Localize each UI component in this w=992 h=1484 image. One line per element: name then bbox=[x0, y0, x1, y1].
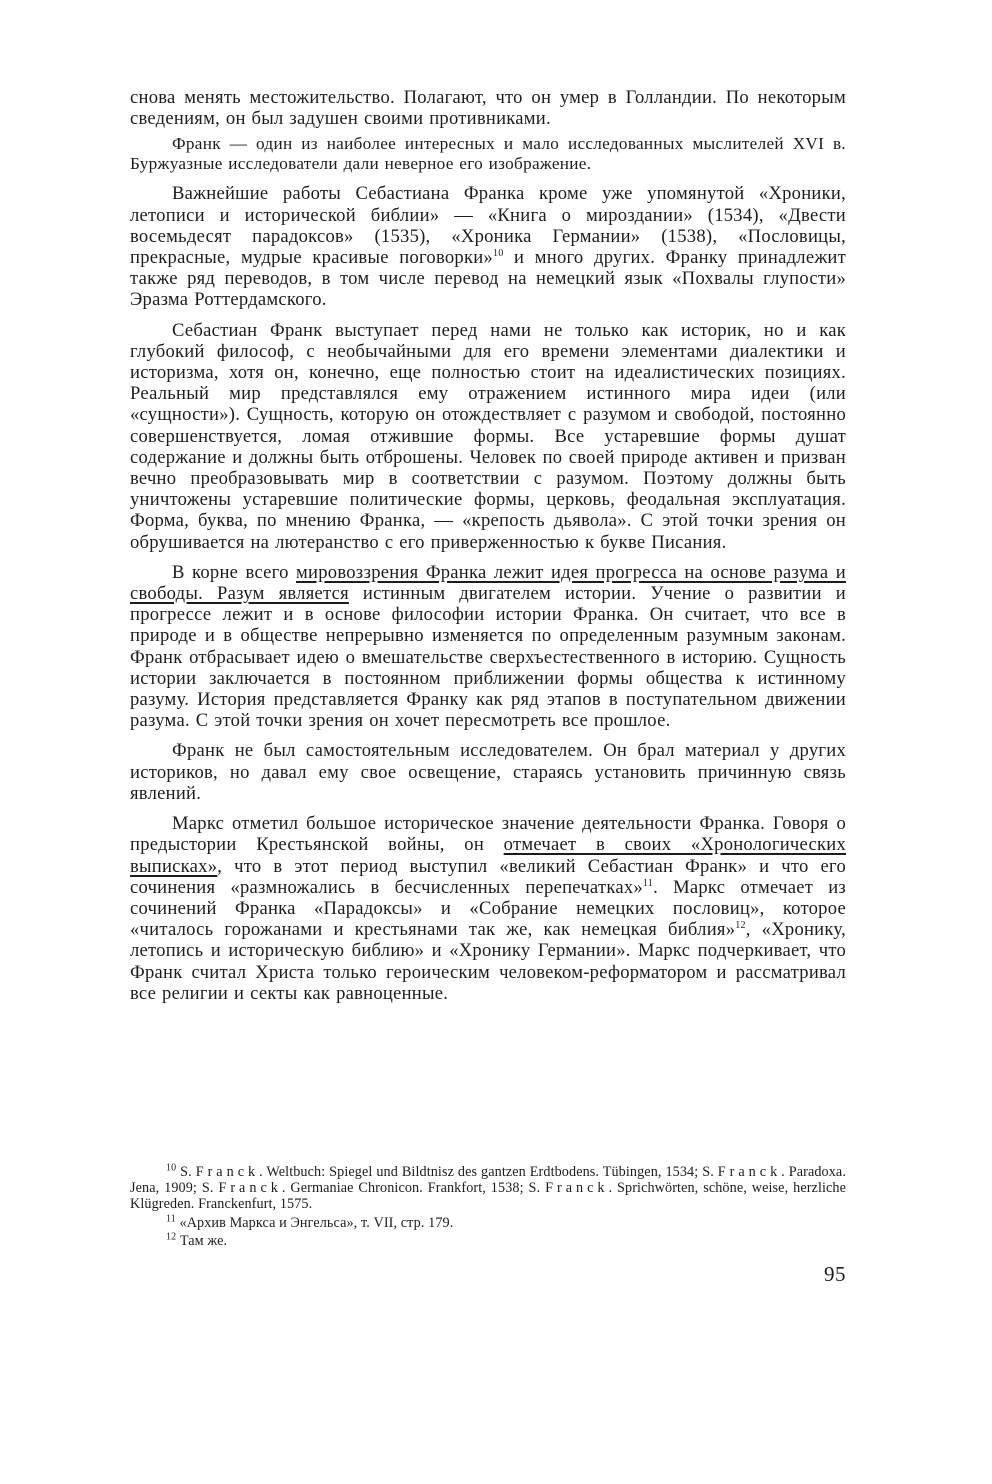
footnote-11 bbox=[130, 1212, 846, 1231]
underlined-text: мировоззрения Франка лежит идея прогресса на основе разума и свободы. Разум является bbox=[130, 561, 846, 605]
page-number: 95 bbox=[824, 1262, 846, 1286]
author-name: Franck bbox=[545, 1180, 609, 1197]
author-name: Franck bbox=[218, 1180, 282, 1197]
paragraph-text: и много других. Франку принадлежит также ряд переводов, в том числе перевод на немецкий язык «Похвалы глупости» Эразма Роттердамского. bbox=[130, 247, 846, 311]
underlined-text: отмечает в своих «Хронологических выписках» bbox=[130, 834, 846, 877]
paragraph-text: Франк не был самостоятельным исследователем. Он брал материал у других историков, но давал ему свое освещение, стараясь установить причинную связь явлений. bbox=[130, 740, 846, 804]
paragraph-franck-intro bbox=[130, 134, 846, 174]
paragraph-text: снова менять местожительство. Полагают, что он умер в Голландии. По некоторым сведениям, он был задушен своими противниками. bbox=[130, 87, 846, 130]
footnote-12 bbox=[130, 1233, 846, 1249]
footnote-mark: 10 bbox=[166, 1162, 177, 1174]
footnote-ref[interactable]: 10 bbox=[492, 247, 504, 259]
paragraph-independence bbox=[130, 740, 846, 804]
footnote-10 bbox=[130, 1164, 846, 1213]
footnote-mark: 12 bbox=[166, 1231, 177, 1243]
paragraph-text: . Маркс отмечает из сочинений Франка «Парадоксы» и «Собрание немецких пословиц», которое «читалось горожанами и крестьянами так же, как немецкая библия» bbox=[130, 876, 846, 941]
paragraph-text: В корне всего bbox=[172, 561, 297, 583]
paragraph-text: , «Хронику, летопись и историческую библию» и «Хронику Германии». Маркс подчеркивает, что Франк считал Христа только героическим человеком-реформатором и рассматривал все религии и секты как равноценные. bbox=[130, 919, 846, 1004]
footnote-text: . Germaniae Chronicon. Frankfort, 1538; S. bbox=[281, 1180, 546, 1197]
footnote-ref[interactable]: 12 bbox=[735, 919, 746, 931]
footnote-text: . Sprichwörten, schöne, weise, herzliche Klügreden. Franckenfurt, 1575. bbox=[130, 1180, 847, 1213]
main-text bbox=[130, 87, 846, 1004]
paragraph-progress bbox=[130, 562, 846, 732]
footnote-text: . Weltbuch: Spiegel und Bildtnisz des gantzen Erdtbodens. Tübingen, 1534; S. bbox=[259, 1164, 718, 1180]
footnote-text: S. bbox=[180, 1164, 196, 1180]
footnote-text: Там же. bbox=[179, 1232, 228, 1249]
paragraph-text: Важнейшие работы Себастиана Франка кроме уже упомянутой «Хроники, летописи и исторической библии» — «Книга о мироздании» (1534), «Двести восемьдесят парадоксов» (1535), «Хроника Германии» (1538), «Пословицы, прекрасные, мудрые красивые поговорки» bbox=[130, 183, 846, 269]
paragraph-continued bbox=[130, 87, 846, 129]
paragraph-text: истинным двигателем истории. Учение о развитии и прогрессе лежит и в основе философии истории Франка. Он считает, что все в природе и в обществе непрерывно изменяется по определенным разумным законам. Франк отбрасывает идею о вмешательстве сверхъестественного в историю. Сущность истории заключается в постоянном приближении формы общества к истинному разуму. История представляется Франку как ряд этапов в поступательном движении разума. С этой точки зрения он хочет пересмотреть все прошлое. bbox=[130, 583, 846, 732]
paragraph-philosophy bbox=[130, 320, 846, 553]
footnote-text: . Paradoxa. Jena, 1909; S. bbox=[130, 1164, 846, 1197]
paragraph-text: Франк — один из наиболее интересных и мало исследованных мыслителей XVI в. Буржуазные исследователи дали неверное его изображение. bbox=[130, 134, 846, 174]
paragraph-text: Себастиан Франк выступает перед нами не только как историк, но и как глубокий философ, с необычайными для его времени элементами диалектики и историзма, хотя он, конечно, еще полностью стоит на идеалистических позициях. Реальный мир представлялся ему отражением истинного мира идеи (или «сущности»). Сущность, которую он отождествляет с разумом и свободой, постоянно совершенствуется, ломая отжившие формы. Все устаревшие формы душат содержание и должны быть отброшены. Человек по своей природе активен и призван вечно преобразовывать мир в соответствии с разумом. Поэтому должны быть уничтожены устаревшие политические формы, церковь, феодальная эксплуатация. Форма, буква, по мнению Франка, — «крепость дьявола». С этой точки зрения он обрушивается на лютеранство с его приверженностью к букве Писания. bbox=[130, 319, 846, 553]
paragraph-text: , что в этот период выступил «великий Себастиан Франк» и что его сочинения «размножались в бесчисленных перепечатках» bbox=[130, 855, 846, 898]
author-name: Franck bbox=[195, 1164, 260, 1180]
paragraph-works bbox=[130, 183, 846, 310]
paragraph-marx bbox=[130, 813, 846, 1004]
author-name: Franck bbox=[717, 1164, 782, 1180]
paragraph-text: Маркс отметил большое историческое значение деятельности Франка. Говоря о предыстории Крестьянской войны, он bbox=[130, 813, 846, 856]
footnote-ref[interactable]: 11 bbox=[642, 877, 654, 889]
footnote-text: «Архив Маркса и Энгельса», т. VII, стр. 179. bbox=[179, 1214, 454, 1231]
footnote-mark: 11 bbox=[166, 1212, 176, 1224]
footnotes bbox=[130, 1164, 846, 1249]
